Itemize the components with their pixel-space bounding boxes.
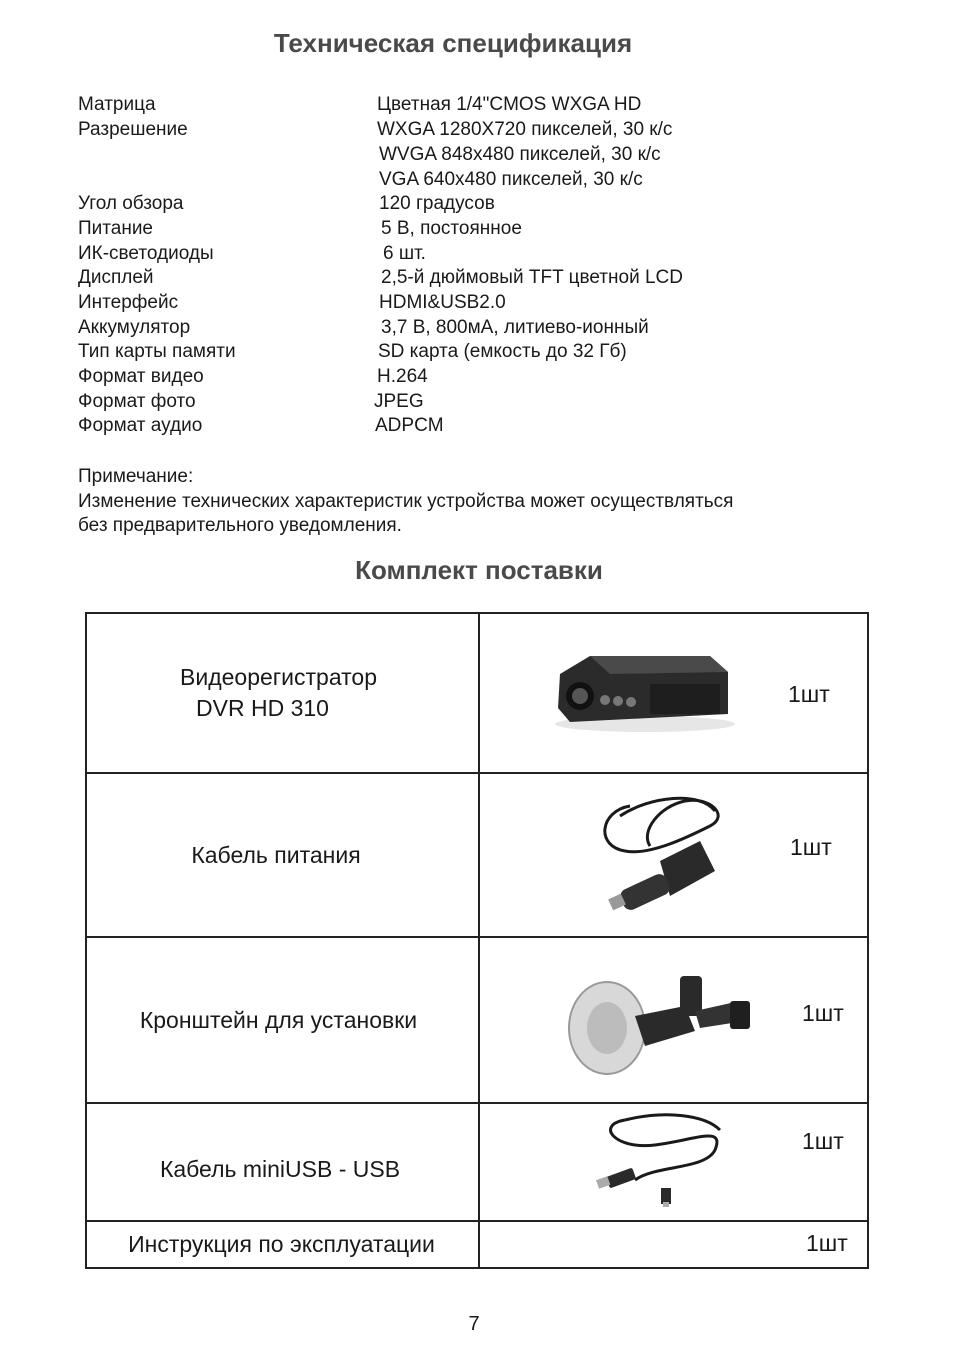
note-line: Изменение технических характеристик устройства может осуществляться bbox=[78, 491, 734, 512]
spec-label: Интерфейс bbox=[78, 292, 179, 313]
kit-table bbox=[85, 612, 869, 1269]
spec-label: Матрица bbox=[78, 94, 156, 115]
spec-label: Разрешение bbox=[78, 119, 188, 140]
table-row bbox=[86, 1221, 868, 1268]
spec-label: Формат аудио bbox=[78, 415, 203, 436]
spec-label: Угол обзора bbox=[78, 193, 184, 214]
spec-label: Формат видео bbox=[78, 366, 204, 387]
kit-item-name-cell bbox=[86, 937, 479, 1103]
kit-item-image-cell bbox=[479, 1103, 868, 1221]
kit-title: Комплект поставки bbox=[355, 555, 603, 585]
spec-title: Техническая спецификация bbox=[273, 28, 633, 58]
table-row bbox=[86, 1103, 868, 1221]
kit-item-qty: 1шт bbox=[802, 1000, 844, 1026]
kit-item-qty: 1шт bbox=[806, 1230, 848, 1256]
car-charger-cable-image bbox=[590, 786, 740, 921]
spec-value: WXGA 1280X720 пикселей, 30 к/с bbox=[377, 119, 673, 140]
kit-item-qty: 1шт bbox=[788, 681, 830, 707]
spec-value: HDMI&USB2.0 bbox=[379, 292, 506, 313]
kit-item-name-cell bbox=[86, 1221, 479, 1268]
dashcam-image bbox=[550, 644, 740, 734]
spec-value: 6 шт. bbox=[383, 243, 426, 264]
note-heading: Примечание: bbox=[78, 466, 194, 487]
kit-item-qty-cell bbox=[479, 1221, 868, 1268]
kit-item-name: Видеорегистратор bbox=[180, 664, 377, 690]
kit-item-name-cell bbox=[86, 1103, 479, 1221]
spec-label: ИК-светодиоды bbox=[78, 243, 214, 264]
spec-value: VGA 640x480 пикселей, 30 к/с bbox=[379, 169, 643, 190]
spec-value: H.264 bbox=[377, 366, 428, 387]
spec-label: Формат фото bbox=[78, 391, 196, 412]
spec-value: 3,7 В, 800мА, литиево-ионный bbox=[381, 317, 649, 338]
spec-value: 2,5-й дюймовый TFT цветной LCD bbox=[381, 267, 683, 288]
table-row bbox=[86, 937, 868, 1103]
table-row bbox=[86, 613, 868, 773]
kit-item-image-cell bbox=[479, 937, 868, 1103]
suction-mount-image bbox=[565, 966, 760, 1081]
spec-value: WVGA 848x480 пикселей, 30 к/с bbox=[379, 144, 661, 165]
kit-item-qty: 1шт bbox=[790, 834, 832, 860]
spec-label: Тип карты памяти bbox=[78, 341, 236, 362]
spec-value: Цветная 1/4"CMOS WXGA HD bbox=[377, 94, 642, 115]
usb-cable-image bbox=[595, 1110, 735, 1214]
spec-label: Питание bbox=[78, 218, 153, 239]
kit-item-qty: 1шт bbox=[802, 1128, 844, 1154]
spec-value: SD карта (емкость до 32 Гб) bbox=[378, 341, 627, 362]
kit-item-model: DVR HD 310 bbox=[196, 695, 329, 721]
kit-item-name: Кронштейн для установки bbox=[139, 1006, 418, 1033]
kit-item-image-cell bbox=[479, 773, 868, 937]
note-line: без предварительного уведомления. bbox=[78, 515, 402, 536]
spec-value: 5 В, постоянное bbox=[381, 218, 522, 239]
kit-item-name: Кабель miniUSB - USB bbox=[159, 1155, 401, 1182]
spec-label: Дисплей bbox=[78, 267, 154, 288]
spec-label: Аккумулятор bbox=[78, 317, 191, 338]
spec-value: ADPCM bbox=[375, 415, 444, 436]
page-number: 7 bbox=[468, 1313, 480, 1335]
kit-item-name-cell bbox=[86, 773, 479, 937]
spec-value: JPEG bbox=[374, 391, 424, 412]
kit-item-name: Инструкция по эксплуатации bbox=[128, 1231, 435, 1257]
kit-item-name: Кабель питания bbox=[191, 841, 361, 868]
spec-value: 120 градусов bbox=[379, 193, 495, 214]
table-row bbox=[86, 773, 868, 937]
kit-item-name-cell bbox=[86, 613, 479, 773]
kit-item-image-cell bbox=[479, 613, 868, 773]
